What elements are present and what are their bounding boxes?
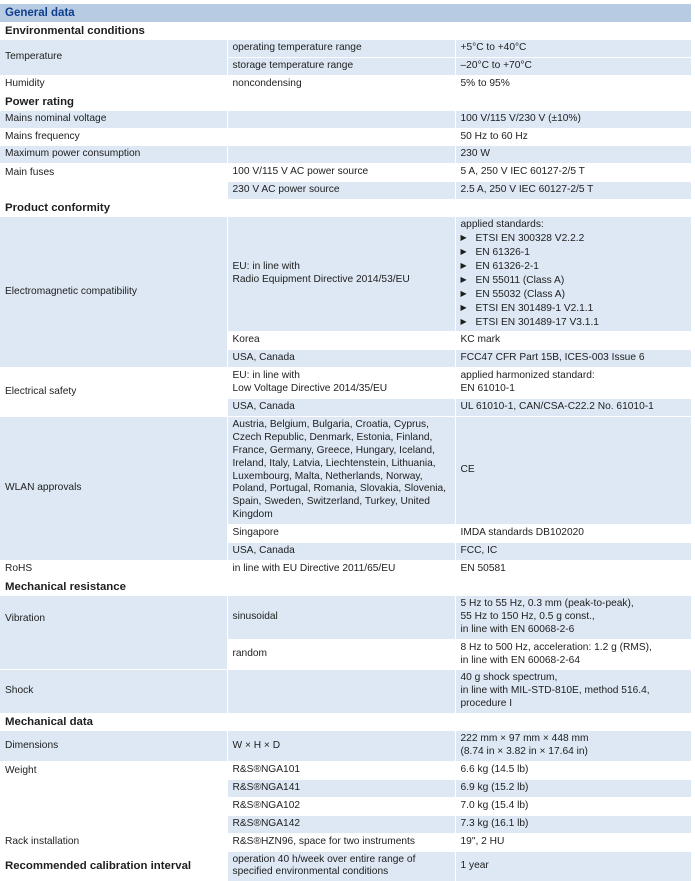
value-usa-canada: FCC47 CFR Part 15B, ICES-003 Issue 6 <box>455 350 691 368</box>
value-storage-temp: –20°C to +70°C <box>455 57 691 75</box>
value-korea: KC mark <box>455 332 691 350</box>
row-label-wlan: WLAN approvals <box>0 416 227 560</box>
cond-dimensions: W × H × D <box>227 731 455 762</box>
cond-operating-temp: operating temperature range <box>227 39 455 57</box>
cond-fuse-1: 100 V/115 V AC power source <box>227 164 455 182</box>
cond-weight-model: R&S®NGA102 <box>227 797 455 815</box>
cond-rack-installation: R&S®HZN96, space for two instruments <box>227 833 455 851</box>
value-wlan: CE <box>455 416 691 524</box>
list-item: ▶ ETSI EN 301489-17 V3.1.1 <box>460 316 599 328</box>
value-dimensions: 222 mm × 97 mm × 448 mm (8.74 in × 3.82 in × 17.64 in) <box>455 731 691 762</box>
value-elec-usa-canada: UL 61010-1, CAN/CSA-C22.2 No. 61010-1 <box>455 399 691 417</box>
row-label-mains-voltage: Mains nominal voltage <box>0 110 227 128</box>
table-row <box>0 164 691 182</box>
row-label-mains-frequency: Mains frequency <box>0 128 227 146</box>
cond-calibration: operation 40 h/week over entire range of specified environmental conditions <box>227 851 455 881</box>
value-weight: 7.0 kg (15.4 lb) <box>455 797 691 815</box>
value-weight: 6.9 kg (15.2 lb) <box>455 779 691 797</box>
arrow-icon: ▶ <box>460 302 467 312</box>
row-label-main-fuses: Main fuses <box>0 164 227 200</box>
value-calibration: 1 year <box>455 851 691 881</box>
cond-weight-model: R&S®NGA141 <box>227 779 455 797</box>
table-row <box>0 761 691 779</box>
row-label-rack-installation: Rack installation <box>0 833 227 851</box>
table-row <box>0 110 691 128</box>
cond-singapore: Singapore <box>227 525 455 543</box>
value-operating-temp: +5°C to +40°C <box>455 39 691 57</box>
value-mains-voltage: 100 V/115 V/230 V (±10%) <box>455 110 691 128</box>
table-row <box>0 75 691 93</box>
arrow-icon: ▶ <box>460 233 467 243</box>
table-row <box>0 217 691 332</box>
table-row <box>0 561 691 579</box>
cond-weight-model: R&S®NGA142 <box>227 815 455 833</box>
value-sinusoidal: 5 Hz to 55 Hz, 0.3 mm (peak-to-peak), 55 Hz to 150 Hz, 0.5 g const., in line with EN 60068-2-6 <box>455 595 691 639</box>
section-header-row <box>0 578 691 595</box>
section-header-row <box>0 22 691 39</box>
value-singapore: IMDA standards DB102020 <box>455 525 691 543</box>
arrow-icon: ▶ <box>460 260 467 270</box>
table-row <box>0 833 691 851</box>
table-row <box>0 595 691 639</box>
table-row <box>0 731 691 762</box>
section-power-rating: Power rating <box>0 93 691 110</box>
cond-wlan-usa-canada: USA, Canada <box>227 543 455 561</box>
cond-random: random <box>227 639 455 670</box>
section-calibration-interval: Recommended calibration interval <box>0 851 227 881</box>
cond-usa-canada: USA, Canada <box>227 350 455 368</box>
table-row <box>0 368 691 399</box>
list-item: ▶ EN 61326-2-1 <box>460 260 539 272</box>
section-product-conformity: Product conformity <box>0 200 691 217</box>
section-mechanical-data: Mechanical data <box>0 714 691 731</box>
value-fuse-2: 2.5 A, 250 V IEC 60127-2/5 T <box>455 182 691 200</box>
cond-weight-model: R&S®NGA101 <box>227 761 455 779</box>
section-header-row <box>0 714 691 731</box>
value-random: 8 Hz to 500 Hz, acceleration: 1.2 g (RMS), in line with EN 60068-2-64 <box>455 639 691 670</box>
value-emc: applied standards: ▶ ETSI EN 300328 V2.2.2 ▶ EN 61326-1 ▶ EN 61326-2-1 ▶ EN 55011 (Class A) ▶ EN 55032 (Class A) ▶ ETSI EN 301489-1 V2.1.1 ▶ ETSI EN 301489-17 V3.1.1 <box>455 217 691 332</box>
table-row <box>0 128 691 146</box>
cond-fuse-2: 230 V AC power source <box>227 182 455 200</box>
row-label-shock: Shock <box>0 670 227 714</box>
row-label-electrical-safety: Electrical safety <box>0 368 227 417</box>
general-data-table <box>0 3 691 881</box>
table-row <box>0 851 691 881</box>
arrow-icon: ▶ <box>460 288 467 298</box>
arrow-icon: ▶ <box>460 316 467 326</box>
section-header-row <box>0 93 691 110</box>
table-row <box>0 416 691 524</box>
row-label-power-consumption: Maximum power consumption <box>0 146 227 164</box>
table-title-row <box>0 4 691 23</box>
value-weight: 7.3 kg (16.1 lb) <box>455 815 691 833</box>
value-power-consumption: 230 W <box>455 146 691 164</box>
value-rack-installation: 19", 2 HU <box>455 833 691 851</box>
list-item: ▶ EN 55011 (Class A) <box>460 274 565 286</box>
row-label-temperature: Temperature <box>0 39 227 75</box>
value-rohs: EN 50581 <box>455 561 691 579</box>
cond-korea: Korea <box>227 332 455 350</box>
cond-humidity: noncondensing <box>227 75 455 93</box>
table-row <box>0 39 691 57</box>
table-row <box>0 670 691 714</box>
section-header-row <box>0 200 691 217</box>
value-shock: 40 g shock spectrum, in line with MIL-STD-810E, method 516.4, procedure I <box>455 670 691 714</box>
row-label-humidity: Humidity <box>0 75 227 93</box>
row-label-vibration: Vibration <box>0 595 227 670</box>
list-item: ▶ EN 55032 (Class A) <box>460 288 565 300</box>
row-label-emc: Electromagnetic compatibility <box>0 217 227 368</box>
list-item: ▶ EN 61326-1 <box>460 246 530 258</box>
cond-rohs: in line with EU Directive 2011/65/EU <box>227 561 455 579</box>
arrow-icon: ▶ <box>460 246 467 256</box>
value-mains-frequency: 50 Hz to 60 Hz <box>455 128 691 146</box>
value-electrical-safety: applied harmonized standard: EN 61010-1 <box>455 368 691 399</box>
section-mechanical-resistance: Mechanical resistance <box>0 578 691 595</box>
arrow-icon: ▶ <box>460 274 467 284</box>
value-humidity: 5% to 95% <box>455 75 691 93</box>
list-item: ▶ ETSI EN 301489-1 V2.1.1 <box>460 302 594 314</box>
cond-elec-usa-canada: USA, Canada <box>227 399 455 417</box>
table-row <box>0 146 691 164</box>
cond-wlan-countries: Austria, Belgium, Bulgaria, Croatia, Cyprus, Czech Republic, Denmark, Estonia, Finland, France, Germany, Greece, Hungary, Iceland, Ireland, Italy, Latvia, Liechtenstein, Lithuania, Luxembourg, Malta, Netherlands, Norway, Poland, Portugal, Romania, Slovakia, Slovenia, Spain, Sweden, Switzerland, Turkey, United Kingdom <box>227 416 455 524</box>
value-wlan-usa-canada: FCC, IC <box>455 543 691 561</box>
value-fuse-1: 5 A, 250 V IEC 60127-2/5 T <box>455 164 691 182</box>
cond-electrical-safety: EU: in line with Low Voltage Directive 2014/35/EU <box>227 368 455 399</box>
list-item: ▶ ETSI EN 300328 V2.2.2 <box>460 233 585 245</box>
cond-emc: EU: in line with Radio Equipment Directive 2014/53/EU <box>227 217 455 332</box>
row-label-weight: Weight <box>0 761 227 833</box>
cond-sinusoidal: sinusoidal <box>227 595 455 639</box>
row-label-dimensions: Dimensions <box>0 731 227 762</box>
row-label-rohs: RoHS <box>0 561 227 579</box>
table-title: General data <box>0 4 691 23</box>
cond-storage-temp: storage temperature range <box>227 57 455 75</box>
value-weight: 6.6 kg (14.5 lb) <box>455 761 691 779</box>
section-environmental-conditions: Environmental conditions <box>0 22 691 39</box>
